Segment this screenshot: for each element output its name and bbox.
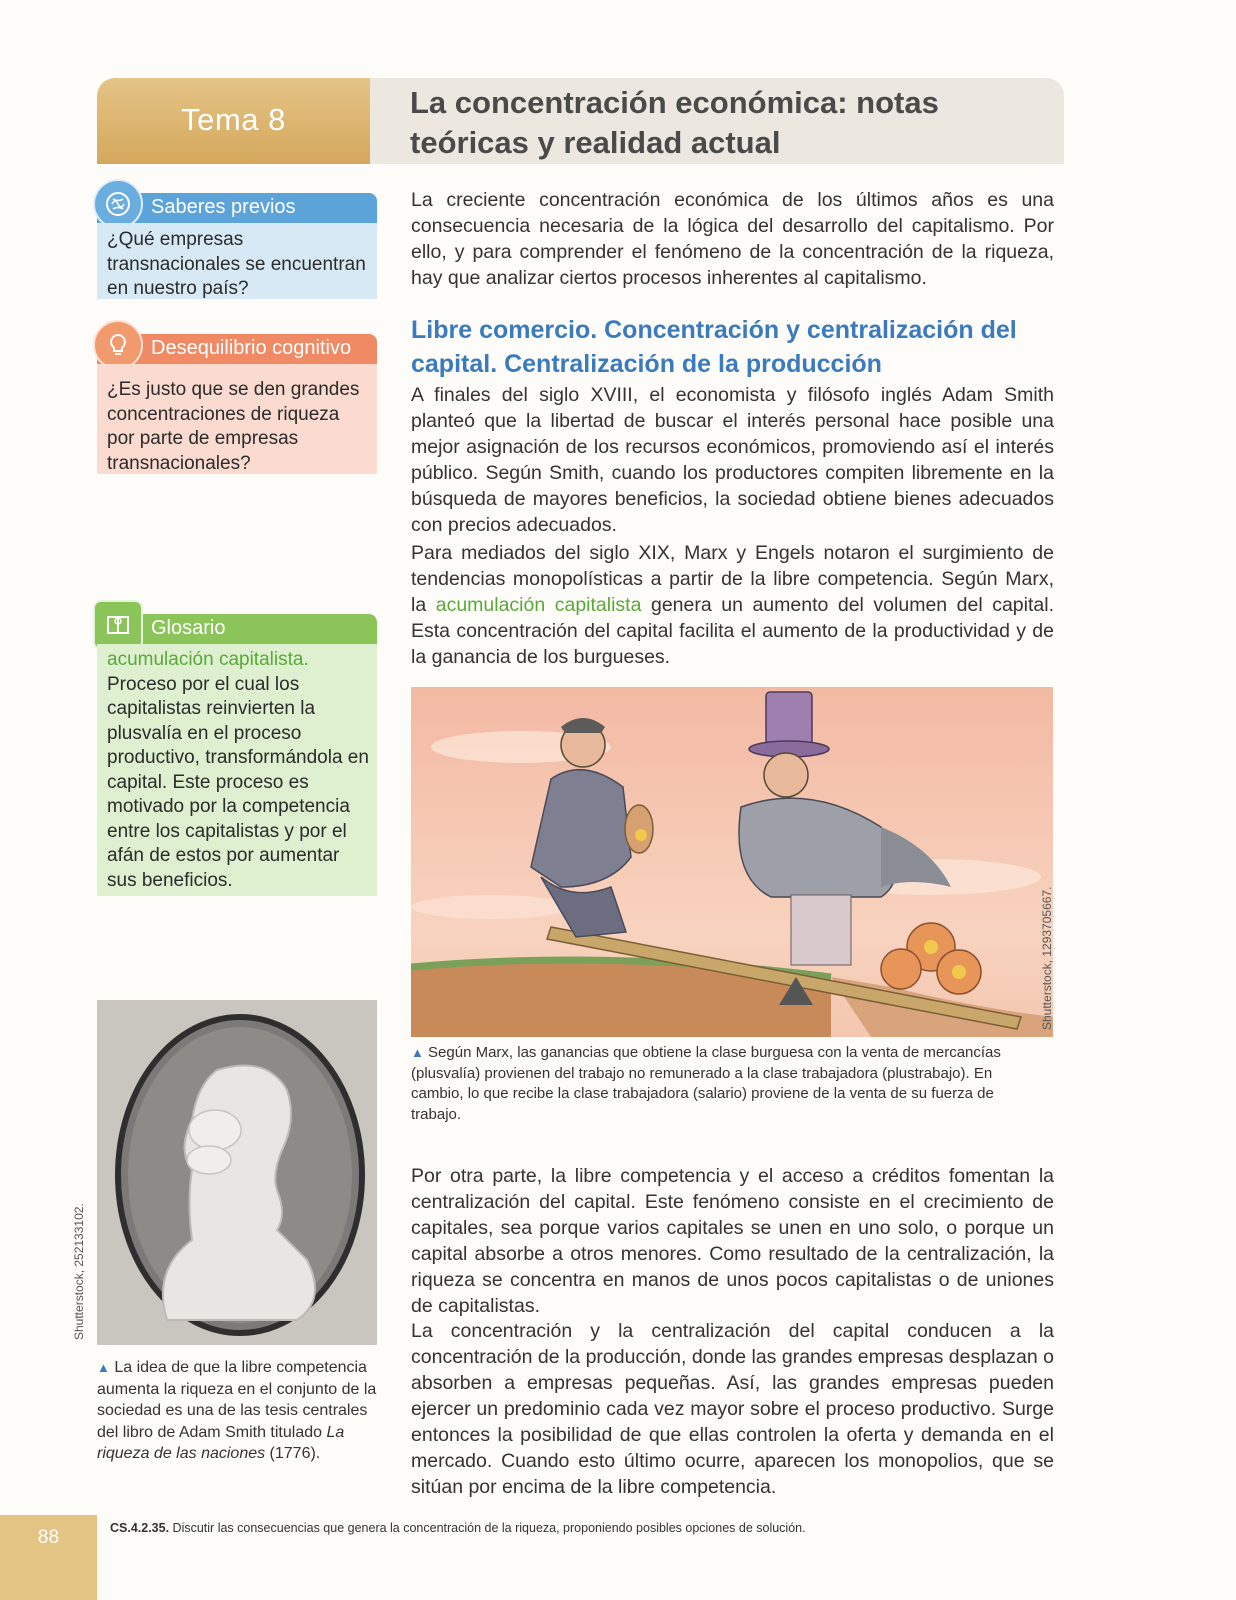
paragraph-centralizacion: Por otra parte, la libre competencia y el acceso a créditos fomentan la centralización del capital. Este fenómeno consiste en el crecimiento de capitales, sea porque varios capitales se unen en uno solo, o porque un capital absorbe a otros menores. Como resultado de la centralización, la riqueza se concentra en manos de unos pocos capitalistas o de uniones de capitalistas. xyxy=(411,1165,1054,1317)
glosario-heading: Glosario xyxy=(151,617,226,639)
paragraph-adam-smith: A finales del siglo XVIII, el economista y filósofo inglés Adam Smith planteó que la libertad de buscar el interés personal hace posible una mejor asignación de los recursos económicos, promoviendo así el interés público. Según Smith, cuando los productores compiten libremente en la búsqueda de mayores beneficios, la sociedad obtiene bienes adecuados con precios adecuados. xyxy=(411,384,1054,536)
curriculum-footnote xyxy=(110,1521,806,1535)
book-icon xyxy=(93,600,143,650)
section-heading: Libre comercio. Concentración y centralización del capital. Centralización de la producción xyxy=(411,316,1017,378)
capitalist-worker-illustration xyxy=(411,687,1053,1037)
triangle-icon: ▲ xyxy=(411,1045,424,1060)
saberes-previos-heading: Saberes previos xyxy=(151,196,296,218)
topic-label-box xyxy=(97,78,370,164)
portrait-credit: Shutterstock, 252133102. xyxy=(72,1203,86,1340)
glossary-term: acumulación capitalista. xyxy=(107,649,309,670)
page-number: 88 xyxy=(37,1527,60,1548)
paragraph-marx-text-1: Para mediados del siglo XIX, Marx y Engels notaron el surgimiento de tendencias monopolísticas a partir de la libre competencia. Según Marx, la xyxy=(411,542,1054,616)
curriculum-text: Discutir las consecuencias que genera la concentración de la riqueza, proponiendo posibles opciones de solución. xyxy=(169,1521,806,1535)
paragraph-marx-text-2: genera un aumento del volumen del capital. Esta concentración del capital facilita el aumento de la productividad y de la ganancia de los burgueses. xyxy=(411,594,1054,668)
page-number-box xyxy=(0,1515,97,1600)
page-title: La concentración económica: notas teóricas y realidad actual xyxy=(410,85,939,160)
portrait-caption-text: La idea de que la libre competencia aumenta la riqueza en el conjunto de la sociedad es una de las tesis centrales del libro de Adam Smith titulado xyxy=(97,1359,377,1441)
book-title: La riqueza de las naciones xyxy=(97,1423,345,1462)
triangle-icon: ▲ xyxy=(97,1360,110,1375)
saberes-previos-text: ¿Qué empresas transnacionales se encuentran en nuestro país? xyxy=(97,223,377,299)
desequilibrio-cognitivo-box xyxy=(97,334,377,474)
topic-label: Tema 8 xyxy=(181,102,286,137)
portrait-caption-year: (1776). xyxy=(265,1445,321,1462)
desequilibrio-cognitivo-heading: Desequilibrio cognitivo xyxy=(151,337,352,359)
paragraph-concentracion-produccion: La concentración y la centralización del capital conducen a la concentración de la producción, donde las grandes empresas desplazan o absorben a empresas pequeñas. Así, las grandes empresas pueden ejercer un predominio cada vez mayor sobre el proceso productivo. Surge entonces la posibilidad de que ellas controlen la oferta y demanda en el mercado. Cuando esto último ocurre, aparecen los monopolios, que se sitúan por encima de la libre competencia. xyxy=(411,1320,1054,1498)
adam-smith-portrait xyxy=(97,1000,377,1345)
title-box xyxy=(370,78,1064,164)
illustration-caption-text: Según Marx, las ganancias que obtiene la clase burguesa con la venta de mercancías (plusvalía) provienen del trabajo no remunerado a la clase trabajadora (plustrabajo). En cambio, lo que recibe la clase trabajadora (salario) proviene de la venta de su fuerza de trabajo. xyxy=(411,1044,1001,1123)
portrait-caption xyxy=(97,1357,381,1465)
glossary-definition: Proceso por el cual los capitalistas reinvierten la plusvalía en el proceso productivo, transformándola en capital. Este proceso es motivado por la competencia entre los capitalistas y por el afán de estos por aumentar sus beneficios. xyxy=(107,673,369,891)
saberes-previos-box xyxy=(97,193,377,299)
illustration-credit: Shutterstock, 1293705667. xyxy=(1040,886,1054,1030)
glosario-body xyxy=(97,644,377,896)
intro-paragraph: La creciente concentración económica de los últimos años es una consecuencia necesaria de la lógica del desarrollo del capitalismo. Por ello, y para comprender el fenómeno de la concentración de la riqueza, hay que analizar ciertos procesos inherentes al capitalismo. xyxy=(411,189,1054,289)
paragraph-marx xyxy=(411,540,1054,670)
lightbulb-icon xyxy=(93,320,143,370)
brain-icon xyxy=(93,179,143,229)
desequilibrio-cognitivo-text: ¿Es justo que se den grandes concentraciones de riqueza por parte de empresas transnacionales? xyxy=(97,364,377,474)
glosario-box xyxy=(97,614,377,896)
glossary-link-acumulacion[interactable]: acumulación capitalista xyxy=(435,594,642,616)
illustration-caption xyxy=(411,1043,1041,1125)
curriculum-code: CS.4.2.35. xyxy=(110,1521,170,1535)
